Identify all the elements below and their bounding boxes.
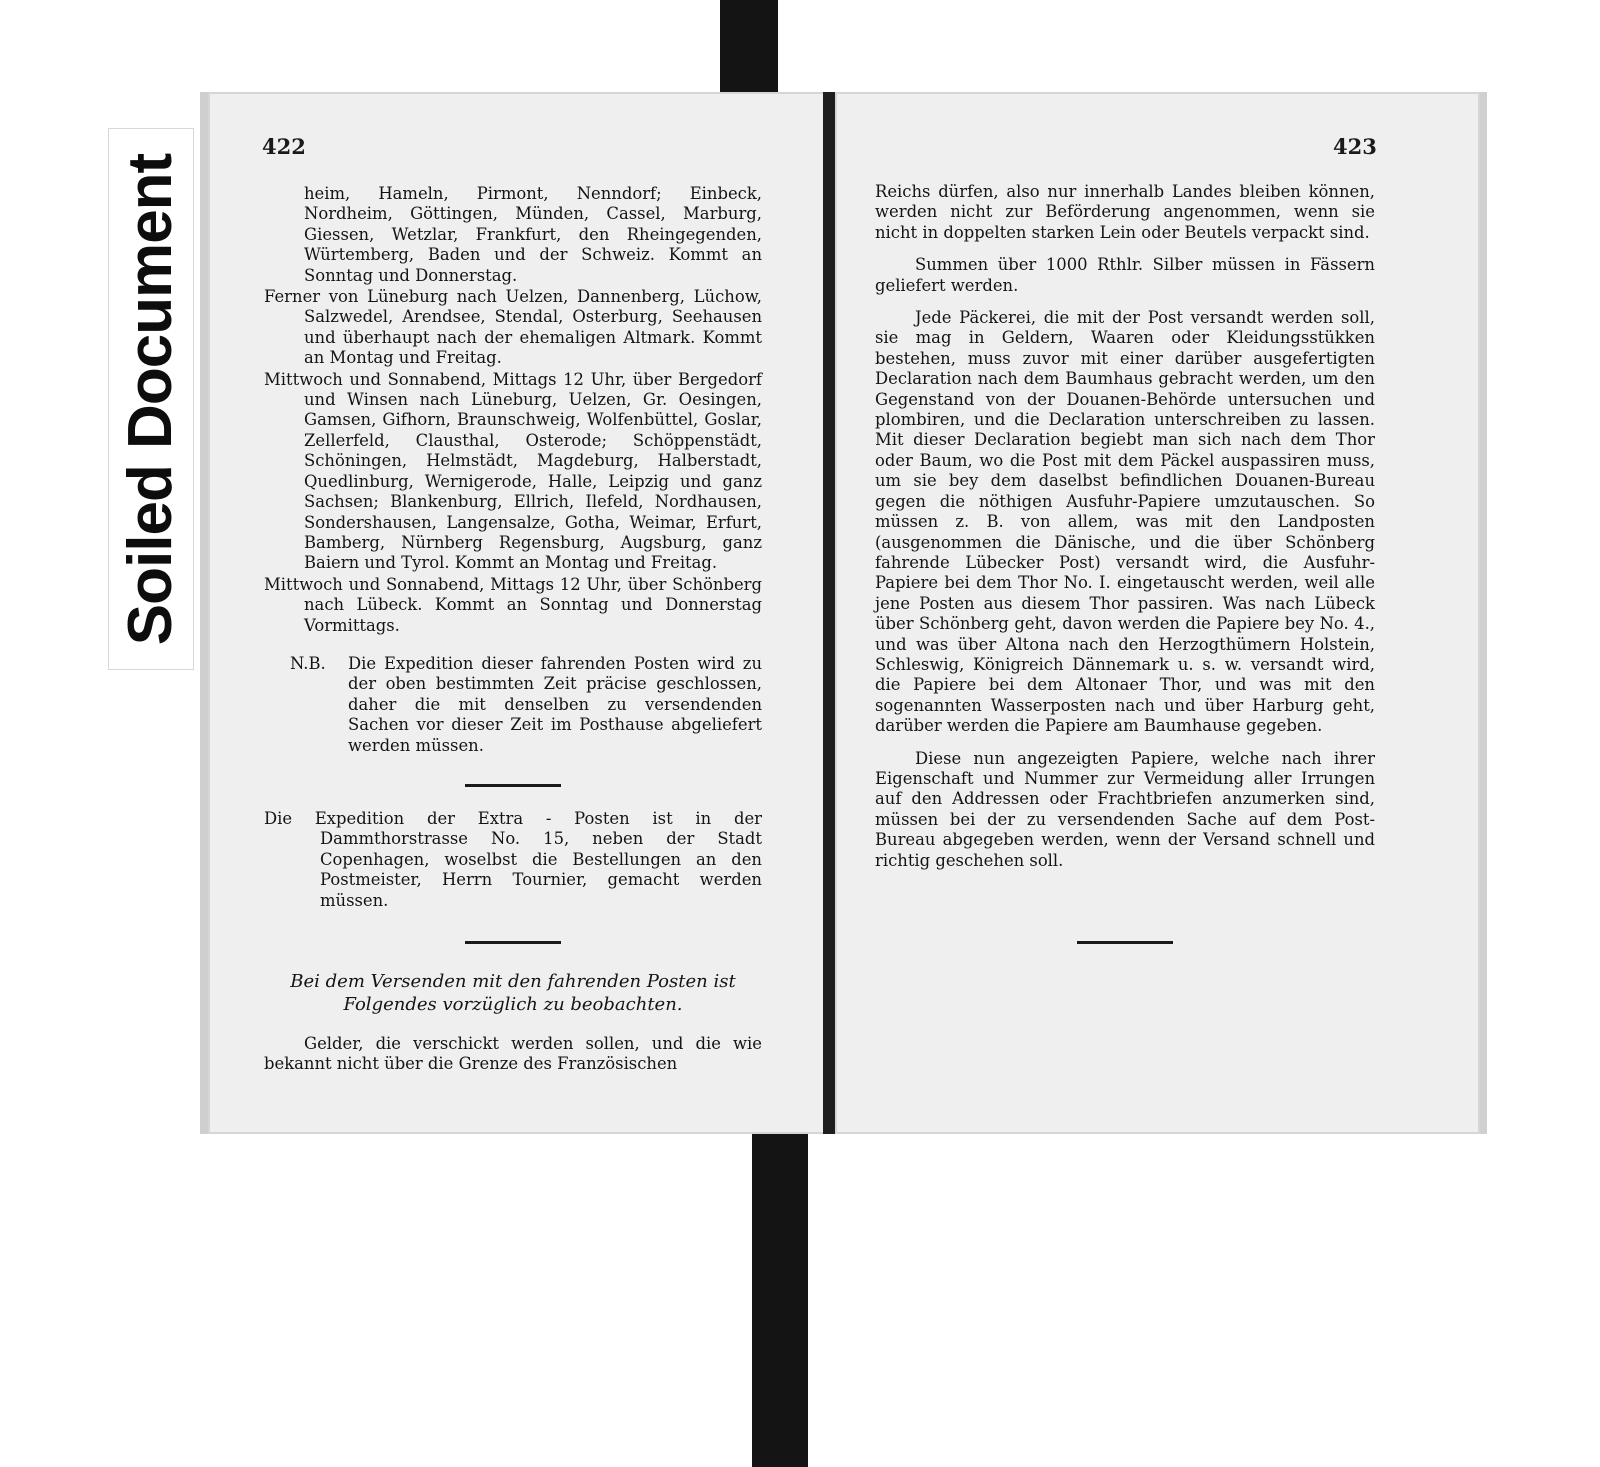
route-entry: Mittwoch und Sonnabend, Mittags 12 Uhr, über Bergedorf und Winsen nach Lüneburg, Uelzen, Gr. Oesingen, Gamsen, Gifhorn, Braunschweig, Wolfenbüttel, Goslar, Zellerfeld, Clausthal, Osterode; Schöppenstädt, Schöningen, Helmstädt, Magdeburg, Halberstadt, Quedlinburg, Wernigerode, Halle, Leipzig und ganz Sachsen; Blankenburg, Ellrich, Ilefeld, Nordhausen, Sondershausen, Langensalze, Gotha, Weimar, Erfurt, Bamberg, Nürnberg Regensburg, Augsburg, ganz Baiern und Tyrol. Kommt an Montag und Freitag. [264,369,762,573]
book-gutter [823,92,835,1134]
nota-bene-text: Die Expedition dieser fahrenden Posten wird zu der oben bestimmten Zeit präcise geschlossen, daher die mit denselben zu versendenden Sachen vor dieser Zeit im Posthause abgeliefert werden müssen. [348,653,762,755]
right-page [835,92,1487,1134]
binding-tape-top [720,0,778,98]
nota-bene [264,654,762,756]
divider-rule [1077,941,1173,944]
paragraph: Jede Päckerei, die mit der Post versandt werden soll, sie mag in Geldern, Waaren oder Kleidungsstükken bestehen, muss zuvor mit einer darüber ausgefertigten Declaration nach dem Baumhaus gebracht werden, um den Gegenstand von der Douanen-Behörde untersuchen und plombiren, und die Declaration unterschreiben zu lassen. Mit dieser Declaration begiebt man sich nach dem Thor oder Baum, wo die Post mit dem Päckel auspassiren muss, um sie bey dem daselbst befindlichen Douanen-Bureau gegen die nöthigen Ausfuhr-Papiere umzutauschen. So müssen z. B. von allem, was mit den Landposten (ausgenommen die Dänische, und die über Schönberg fahrende Lübecker Post) versandt wird, die Ausfuhr-Papiere bei dem Thor No. I. eingetauscht werden, weil alle jene Posten aus diesem Thor passiren. Was nach Lübeck über Schönberg geht, davon werden die Papiere bey No. 4., und was über Altona nach den Herzogthümern Holstein, Schleswig, Königreich Dännemark u. s. w. versandt wird, die Papiere bei dem Altonaer Thor, und was mit den sogenannten Wasserposten nach und über Harburg geht, darüber werden die Papiere am Baumhause gegeben. [875,308,1375,736]
soiled-document-stamp [108,128,194,670]
right-page-body [875,182,1375,944]
binding-tape-bottom [752,1130,808,1467]
closing-paragraph: Gelder, die verschickt werden sollen, und die wie bekannt nicht über die Grenze des Französischen [264,1034,762,1074]
right-page-number: 423 [1333,134,1377,159]
paragraph: Reichs dürfen, also nur innerhalb Landes bleiben können, werden nicht zur Beförderung angenommen, wenn sie nicht in doppelten starken Lein oder Beutels verpackt sind. [875,182,1375,242]
paragraph: Diese nun angezeigten Papiere, welche nach ihrer Eigenschaft und Nummer zur Vermeidung aller Irrungen auf den Addressen oder Frachtbriefen anzumerken sind, müssen bei der zu versendenden Sache auf dem Post-Bureau abgegeben werden, wenn der Versand schnell und richtig geschehen soll. [875,748,1375,870]
divider-rule [465,784,561,787]
section-heading: Bei dem Versenden mit den fahrenden Posten ist Folgendes vorzüglich zu beobachten. [290,971,736,1015]
route-entry: Mittwoch und Sonnabend, Mittags 12 Uhr, über Schönberg nach Lübeck. Kommt an Sonntag und Donnerstag Vormittags. [264,574,762,635]
left-page-number: 422 [262,134,306,159]
stamp-label: Soiled Document [116,153,186,645]
nota-bene-label: N.B. [290,653,326,673]
continued-route-text: heim, Hameln, Pirmont, Nenndorf; Einbeck, Nordheim, Göttingen, Münden, Cassel, Marburg, Giessen, Wetzlar, Frankfurt, den Rheingegenden, Würtemberg, Baden und der Schweiz. Kommt an Sonntag und Donnerstag. [304,184,762,285]
extra-posten-notice: Die Expedition der Extra - Posten ist in der Dammthorstrasse No. 15, neben der Stadt Copenhagen, woselbst die Bestellungen an den Postmeister, Herrn Tournier, gemacht werden müssen. [264,808,762,910]
route-entry: Ferner von Lüneburg nach Uelzen, Dannenberg, Lüchow, Salzwedel, Arendsee, Stendal, Osterburg, Seehausen und überhaupt nach der ehemaligen Altmark. Kommt an Montag und Freitag. [264,287,762,368]
left-page-body [264,184,762,1075]
paragraph: Summen über 1000 Rthlr. Silber müssen in Fässern geliefert werden. [875,255,1375,295]
divider-rule [465,941,561,944]
left-page [200,92,831,1134]
